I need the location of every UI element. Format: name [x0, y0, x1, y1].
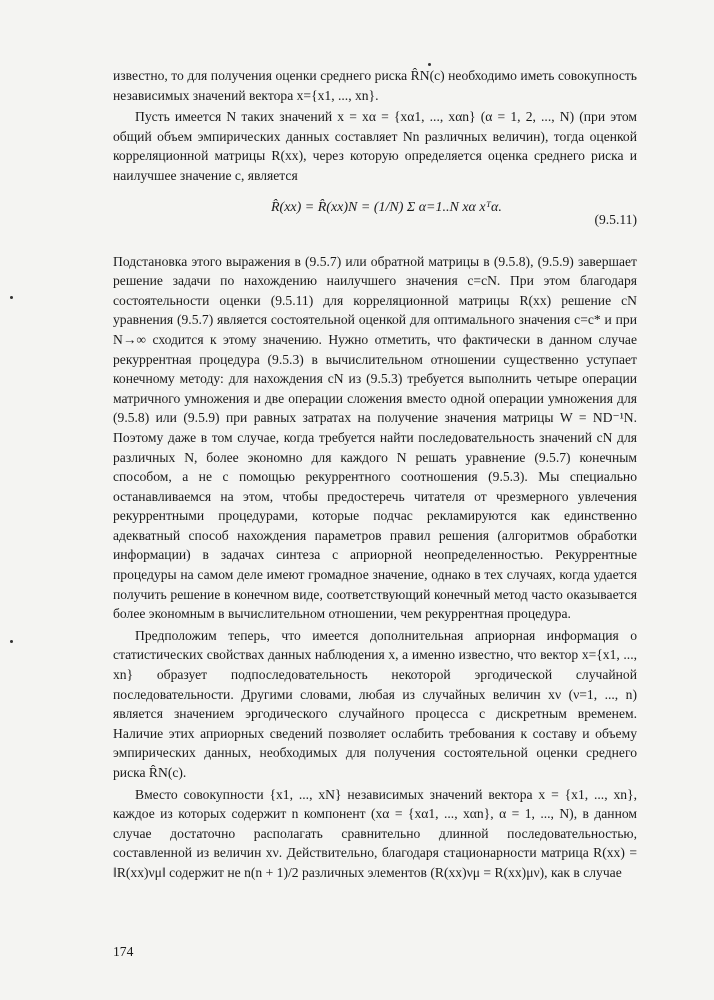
paragraph-ergodic-assumption: Предположим теперь, что имеется дополнительная априорная информация о статистических свойствах данных наблюдения x, а именно известно, что вектор x={x1, ..., xn} образует подпоследовательность некоторой эргодической случайной последовательности. Другими словами, любая из случайных величин xν (ν=1, ..., n) является значением эргодического случайного процесса с дискретным временем. Наличие этих априорных сведений позволяет ослабить требования к составу и объему эмпирических данных, необходимых для получения состоятельной оценки среднего риска R̂N(c). — [113, 627, 637, 780]
paragraph-substitution: Подстановка этого выражения в (9.5.7) или обратной матрицы в (9.5.8), (9.5.9) завершает решение задачи по нахождению наилучшего значения c=cN. При этом благодаря состоятельности оценки (9.5.11) для корреляционной матрицы R(xx) решение cN уравнения (9.5.7) является состоятельной оценкой для оптимального значения c=c* и при N→∞ сходится к этому значению. Нужно отметить, что фактически в данном случае рекуррентная процедура (9.5.3) в вычислительном отношении существенно уступает конечному методу: для нахождения cN из (9.5.3) требуется выполнить четыре операции матричного умножения и две операции сложения вместо одной операции умножения для (9.5.8) или (9.5.9) при равных затратах на получение значения матрицы W = ND⁻¹N. Поэтому даже в том случае, когда требуется найти последовательность значений cN для различных N, более экономно для каждого N решать уравнение (9.5.7) конечным способом, а не с помощью рекуррентного соотношения (9.5.3). Мы специально останавливаемся на этом, чтобы предостеречь читателя от чрезмерного увлечения рекуррентными процедурами, которые подчас рекламируются как единственно адекватный способ нахождения параметров правил решения (алгоритмов обработки информации) в задачах синтеза с априорной неопределенностью. Рекуррентные процедуры на самом деле имеют громадное значение, однако в тех случаях, когда удается получить решение в конечном виде, соответствующий конечный метод часто оказывается более экономным в вычислительном отношении, чем рекуррентная процедура. — [113, 253, 637, 622]
ink-speck — [10, 296, 13, 299]
paragraph-sample-definition: Пусть имеется N таких значений x = xα = {xα1, ..., xαn} (α = 1, 2, ..., N) (при этом общий объем эмпирических данных составляет Nn различных величин), тогда оценкой корреляционной матрицы R(xx), через которую определяется оценка среднего риска и наилучшее значение c, является — [113, 109, 637, 183]
page-number: 174 — [113, 944, 134, 959]
equation-9-5-11 — [113, 190, 637, 248]
page-body — [113, 66, 637, 883]
equation-number: (9.5.11) — [594, 211, 637, 227]
paragraph-intro: известно, то для получения оценки среднего риска R̂N(c) необходимо иметь совокупность независимых значений вектора x={x1, ..., xn}. — [113, 68, 637, 103]
paragraph-stationarity: Вместо совокупности {x1, ..., xN} независимых значений вектора x = {x1, ..., xn}, каждое из которых содержит n компонент (xα = {xα1, ..., xαn}, α = 1, ..., N), в данном случае достаточно располагать сравнительно длинной последовательностью, составленной из величин xν. Действительно, благодаря стационарности матрица R(xx) = ‖R(xx)νμ‖ содержит не n(n + 1)/2 различных элементов (R(xx)νμ = R(xx)μν), как в случае — [113, 786, 637, 880]
equation-expression: R̂(xx) = R̂(xx)N = (1/N) Σ α=1..N xα xᵀα. — [271, 199, 502, 215]
ink-speck — [10, 640, 13, 643]
